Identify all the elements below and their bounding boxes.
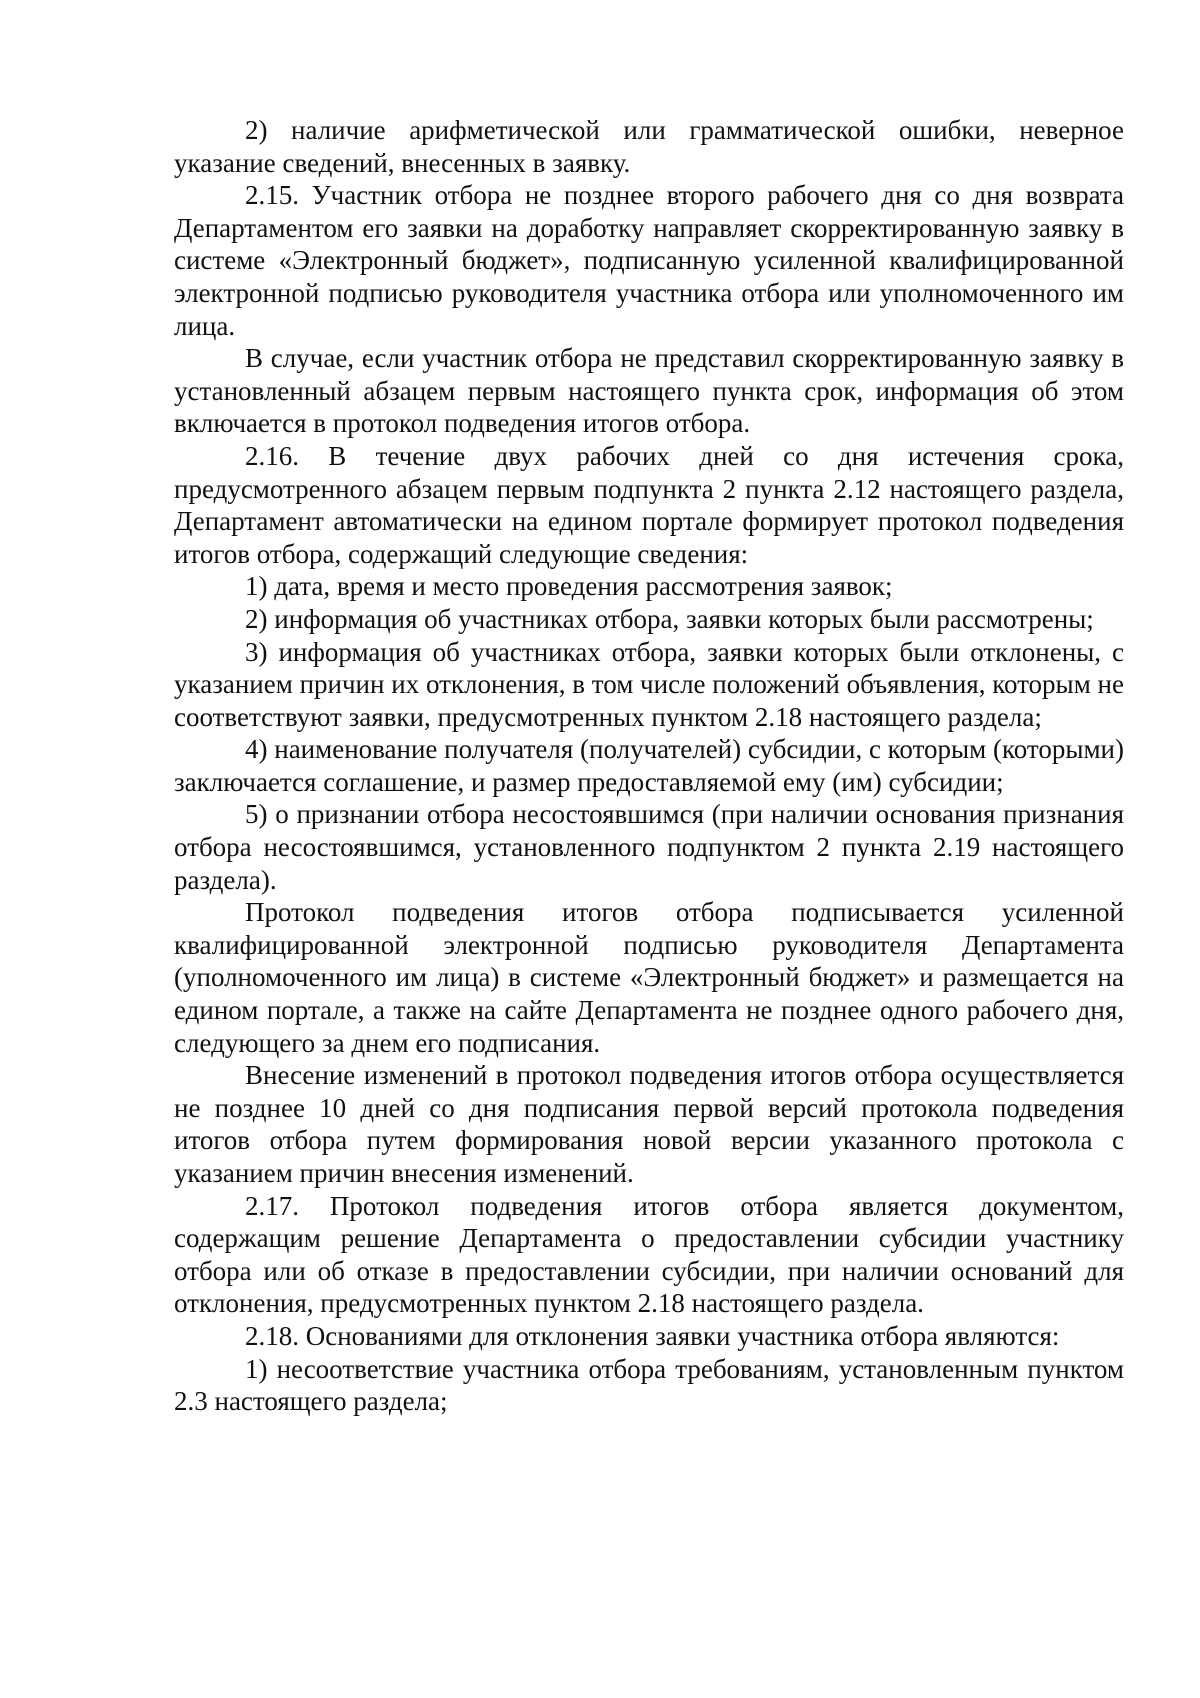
paragraph-2-16-item-5: 5) о признании отбора несостоявшимся (при наличии основания признания отбора несостоявшимся, установленного подпунктом 2 пункта 2.19 настоящего раздела). (174, 799, 1124, 895)
paragraph-2-18: 2.18. Основаниями для отклонения заявки участника отбора являются: (245, 1320, 1060, 1351)
paragraph-2-16: 2.16. В течение двух рабочих дней со дня истечения срока, предусмотренного абзацем первым подпункта 2 пункта 2.12 настоящего раздела, Департамент автоматически на едином портале формирует протокол подведения итогов отбора, содержащий следующие сведения: (174, 440, 1124, 569)
paragraph-item-2-incorrect-info: 2) наличие арифметической или грамматической ошибки, неверное указание сведений, внесенных в заявку. (174, 115, 1124, 178)
paragraph-2-17: 2.17. Протокол подведения итогов отбора является документом, содержащим решение Департамента о предоставлении субсидии участнику отбора или об отказе в предоставлении субсидии, при наличии оснований для отклонения, предусмотренных пунктом 2.18 настоящего раздела. (174, 1190, 1124, 1319)
document-body (174, 114, 1124, 1418)
paragraph-protocol-signing: Протокол подведения итогов отбора подписывается усиленной квалифицированной электронной подписью руководителя Департамента (уполномоченного им лица) в системе «Электронный бюджет» и размещается на едином портале, а также на сайте Департамента не позднее одного рабочего дня, следующего за днем его подписания. (174, 897, 1124, 1058)
paragraph-2-18-item-1: 1) несоответствие участника отбора требованиям, установленным пунктом 2.3 настоящего раздела; (174, 1353, 1124, 1417)
paragraph-2-16-item-1: 1) дата, время и место проведения рассмотрения заявок; (245, 571, 893, 602)
paragraph-2-16-item-2: 2) информация об участниках отбора, заявки которых были рассмотрены; (245, 603, 1094, 634)
paragraph-2-16-item-4: 4) наименование получателя (получателей) субсидии, с которым (которыми) заключается соглашение, и размер предоставляемой ему (им) субсидии; (174, 734, 1124, 797)
paragraph-protocol-changes: Внесение изменений в протокол подведения итогов отбора осуществляется не позднее 10 дней со дня подписания первой версий протокола подведения итогов отбора путем формирования новой версии указанного протокола с указанием причин внесения изменений. (174, 1060, 1124, 1188)
paragraph-2-15-not-submitted: В случае, если участник отбора не представил скорректированную заявку в установленный абзацем первым настоящего пункта срок, информация об этом включается в протокол подведения итогов отбора. (174, 343, 1124, 439)
paragraph-2-15: 2.15. Участник отбора не позднее второго рабочего дня со дня возврата Департаментом его заявки на доработку направляет скорректированную заявку в системе «Электронный бюджет», подписанную усиленной квалифицированной электронной подписью руководителя участника отбора или уполномоченного им лица. (174, 180, 1124, 341)
paragraph-2-16-item-3: 3) информация об участниках отбора, заявки которых были отклонены, с указанием причин их отклонения, в том числе положений объявления, которым не соответствуют заявки, предусмотренных пунктом 2.18 настоящего раздела; (174, 636, 1124, 732)
